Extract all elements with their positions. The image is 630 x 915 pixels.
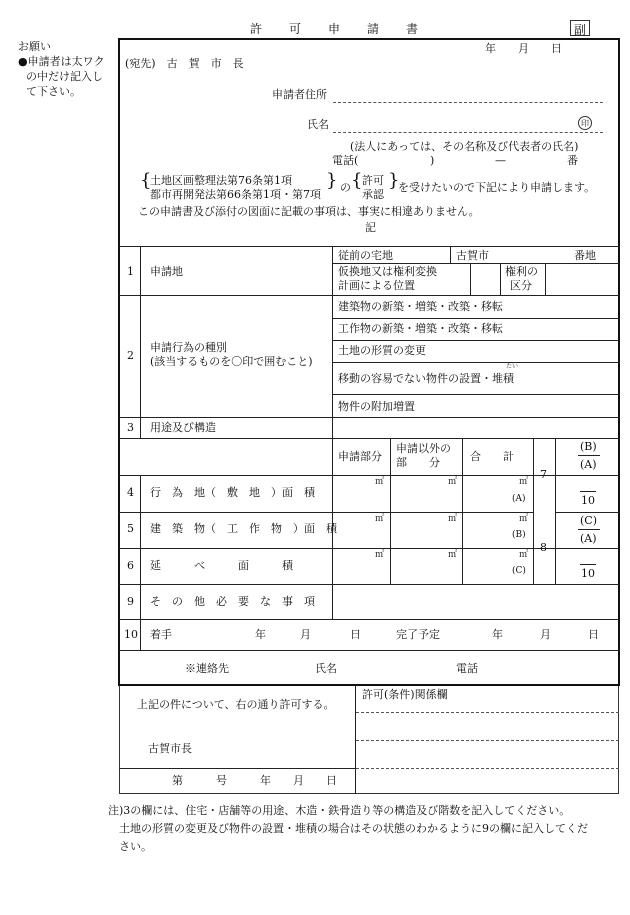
kenri-label: 区分 [510, 279, 532, 292]
unit-label: ㎡ [375, 550, 385, 560]
law2: 都市再開発法第66条第1項・第7項 [150, 188, 321, 201]
note-line: て下さい。 [26, 85, 81, 98]
ratio-a: (A) [580, 458, 597, 471]
footnote-line: 注)3の欄には、住宅・店舗等の用途、木造・鉄骨造り等の構造及び階数を記入してください。 [108, 804, 571, 817]
mayor-label: 古賀市長 [148, 742, 192, 755]
unit-label: ㎡ [375, 477, 385, 487]
unit-label: ㎡ [448, 550, 458, 560]
approve-text: 上記の件について、右の通り許可する。 [137, 698, 335, 711]
mark-b: (B) [512, 530, 526, 540]
seal-icon: 印 [578, 116, 592, 130]
option-item[interactable]: 移動の容易でない物件の設置・堆積 [338, 372, 514, 385]
phone-ban: 番 [567, 154, 578, 167]
ratio-a2: (A) [580, 532, 597, 545]
ratio-ten: 10 [581, 567, 595, 580]
phone-close: ) [430, 154, 435, 167]
mark-a: (A) [512, 494, 526, 504]
col-header: 申請以外の [396, 442, 451, 455]
city-label: 古賀市 [456, 249, 489, 262]
unit-label: ㎡ [519, 514, 529, 524]
end-year: 年 [492, 628, 503, 641]
declaration: この申請書及び添付の図面に記載の事項は、事実に相違ありません。 [138, 205, 480, 218]
start-month: 月 [300, 628, 311, 641]
contact-label: ※連絡先 [185, 662, 229, 675]
law-no: の [340, 181, 351, 194]
ki: 記 [365, 221, 376, 234]
row-number: 2 [127, 349, 134, 362]
perm1: 許可 [362, 174, 384, 187]
law-tail: を受けたいので下記により申請します。 [398, 181, 596, 194]
contact-phone-label: 電話 [456, 662, 478, 675]
form-title: 許 可 申 請 書 [250, 22, 420, 36]
row3-label: 用途及び構造 [150, 421, 216, 434]
brace-right-icon: } [388, 170, 400, 191]
option-item[interactable]: 建築物の新築・増築・改築・移転 [338, 300, 503, 313]
brace-left-icon: { [140, 170, 152, 191]
address-field[interactable] [333, 102, 603, 103]
start-year: 年 [255, 628, 266, 641]
prev-land-label: 従前の宅地 [338, 249, 393, 262]
end-label: 完了予定 [396, 628, 440, 641]
start-day: 日 [350, 628, 361, 641]
end-day: 日 [588, 628, 599, 641]
address-label: 申請者住所 [272, 88, 327, 101]
ratio-b: (B) [580, 440, 597, 453]
perm2: 承認 [362, 188, 384, 201]
banchi-label: 番地 [574, 249, 596, 262]
row-number: 4 [127, 486, 134, 499]
row-number: 7 [540, 468, 547, 481]
permit-number: 第 号 年 月 日 [172, 774, 337, 787]
row-number: 1 [127, 265, 134, 278]
note-title: お願い [18, 40, 51, 53]
unit-label: ㎡ [448, 514, 458, 524]
brace-left-icon: { [351, 170, 363, 191]
row5-label: 建 築 物（ 工 作 物 ）面 積 [150, 522, 337, 535]
copy-mark: 副 [570, 20, 590, 36]
col-header: 部 分 [396, 456, 440, 469]
col-header: 合 計 [470, 450, 514, 463]
corp-note: (法人にあっては、その名称及び代表者の氏名) [350, 140, 579, 153]
row4-label: 行 為 地（ 敷 地 ）面 積 [150, 486, 315, 499]
condition-label: 許可(条件)関係欄 [362, 688, 448, 701]
kenri-label: 権利の [505, 265, 538, 278]
row-number: 6 [127, 559, 134, 572]
row-number: 10 [124, 628, 138, 641]
option-item[interactable]: 工作物の新築・増築・改築・移転 [338, 322, 503, 335]
unit-label: ㎡ [448, 477, 458, 487]
note-line: の中だけ記入し [26, 70, 103, 83]
row2-label: 申請行為の種別 [150, 341, 227, 354]
ratio-c: (C) [580, 514, 597, 527]
law1: 土地区画整理法第76条第1項 [150, 174, 292, 187]
row1-label: 申請地 [150, 265, 183, 278]
unit-label: ㎡ [519, 550, 529, 560]
phone-dash: — [495, 154, 506, 167]
mark-c: (C) [512, 566, 526, 576]
footnote-line: 土地の形質の変更及び物件の設置・堆積の場合はその状態のわかるように9の欄に記入してくだ [119, 822, 588, 835]
footnote-line: さい。 [119, 840, 152, 853]
phone-label: 電話( [332, 154, 359, 167]
name-field[interactable] [333, 132, 603, 133]
option-item[interactable]: 土地の形質の変更 [338, 344, 426, 357]
col-header: 申請部分 [338, 450, 382, 463]
name-label: 氏名 [307, 118, 329, 131]
row-number: 8 [540, 541, 547, 554]
ruby-text: たい [506, 363, 519, 370]
option-item[interactable]: 物件の附加増置 [338, 400, 415, 413]
row6-label: 延 べ 面 積 [150, 559, 293, 572]
row-number: 9 [127, 595, 134, 608]
kari-label: 仮換地又は権利変換 [338, 265, 437, 278]
note-line: ●申請者は太ワク [18, 55, 105, 68]
date-label: 年 月 日 [485, 42, 562, 55]
row9-label: そ の 他 必 要 な 事 項 [150, 595, 315, 608]
kari-label: 計画による位置 [338, 279, 415, 292]
unit-label: ㎡ [519, 477, 529, 487]
addressee: (宛先) 古 賀 市 長 [125, 57, 244, 70]
row2-label: (該当するものを〇印で囲むこと) [150, 355, 313, 368]
ratio-ten: 10 [581, 494, 595, 507]
row-number: 5 [127, 522, 134, 535]
start-label: 着手 [150, 628, 172, 641]
end-month: 月 [540, 628, 551, 641]
brace-right-icon: } [326, 170, 338, 191]
unit-label: ㎡ [375, 514, 385, 524]
row-number: 3 [127, 421, 134, 434]
contact-name-label: 氏名 [315, 662, 337, 675]
